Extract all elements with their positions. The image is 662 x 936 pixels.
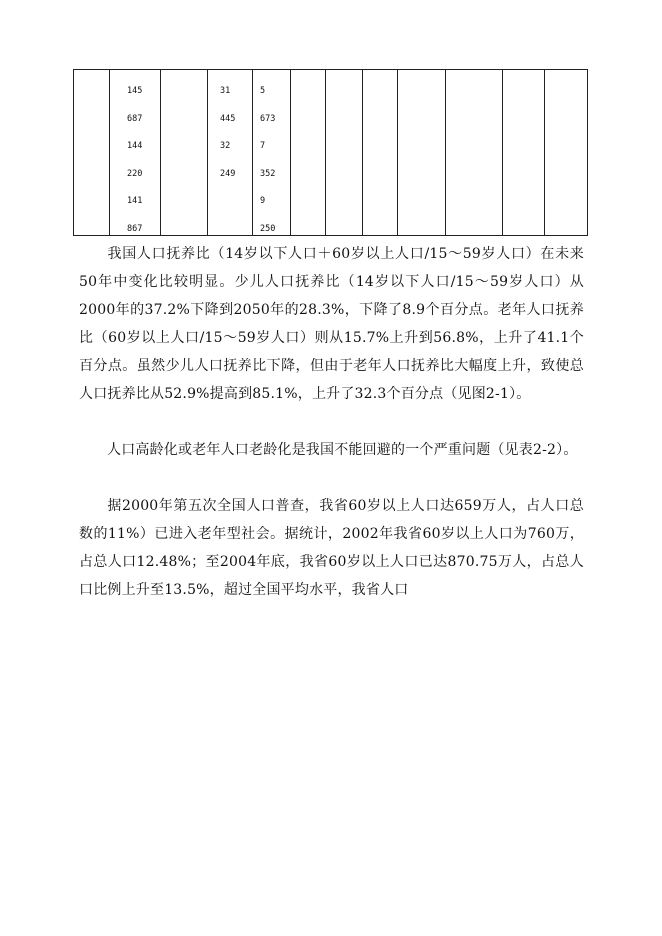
table-cell: 673 [260,113,276,124]
table-column-divider [362,70,363,235]
table-cell: 250 [260,223,276,234]
table-cell: 445 [220,113,236,124]
table-cell-column-b [220,78,235,188]
table-cell: 144 [127,141,143,151]
table-column-divider [160,70,161,235]
table-cell: 220 [127,168,143,179]
table-column-divider [544,70,545,235]
paragraph-text: 人口高龄化或老年人口老龄化是我国不能回避的一个严重问题（见表2-2）。 [107,442,578,458]
table-column-divider [109,70,110,235]
table-column-divider [502,70,503,235]
table-cell: 352 [260,168,276,179]
paragraph-province-census [79,492,584,604]
table-cell: 5 [260,86,266,96]
paragraph-aging-issue [79,436,584,464]
table-cell: 7 [260,141,266,151]
table-cell: 687 [127,113,143,124]
table-column-divider [445,70,446,235]
table-cell: 31 [220,86,231,96]
table-cell-column-c [260,78,275,243]
paragraph-dependency-ratio [79,240,584,408]
paragraph-text: 据2000年第五次全国人口普查，我省60岁以上人口达659万人，占人口总数的11%）已进入老年型社会。据统计，2002年我省60岁以上人口为760万，占总人口12.48%；至2004年底，我省60岁以上人口已达870.75万人，占总人口比例上升至13.5%，超过全国平均水平，我省人口 [79,498,584,598]
data-table-fragment [73,69,588,236]
table-column-divider [397,70,398,235]
table-column-divider [290,70,291,235]
table-cell: 145 [127,86,143,96]
table-cell-column-a [127,78,142,243]
table-cell: 867 [127,223,143,234]
table-cell: 141 [127,196,143,206]
table-cell: 249 [220,168,236,179]
table-cell: 32 [220,141,231,151]
table-column-divider [252,70,253,235]
table-cell: 9 [260,196,266,206]
paragraph-text: 我国人口抚养比（14岁以下人口＋60岁以上人口/15～59岁人口）在未来50年中变化比较明显。少儿人口抚养比（14岁以下人口/15～59岁人口）从2000年的37.2%下降到2050年的28.3%，下降了8.9个百分点。老年人口抚养比（60岁以上人口/15～59岁人口）则从15.7%上升到56.8%，上升了41.1个百分点。虽然少儿人口抚养比下降，但由于老年人口抚养比大幅度上升，致使总人口抚养比从52.9%提高到85.1%，上升了32.3个百分点（见图2-1）。 [79,246,584,402]
table-column-divider [325,70,326,235]
table-column-divider [207,70,208,235]
